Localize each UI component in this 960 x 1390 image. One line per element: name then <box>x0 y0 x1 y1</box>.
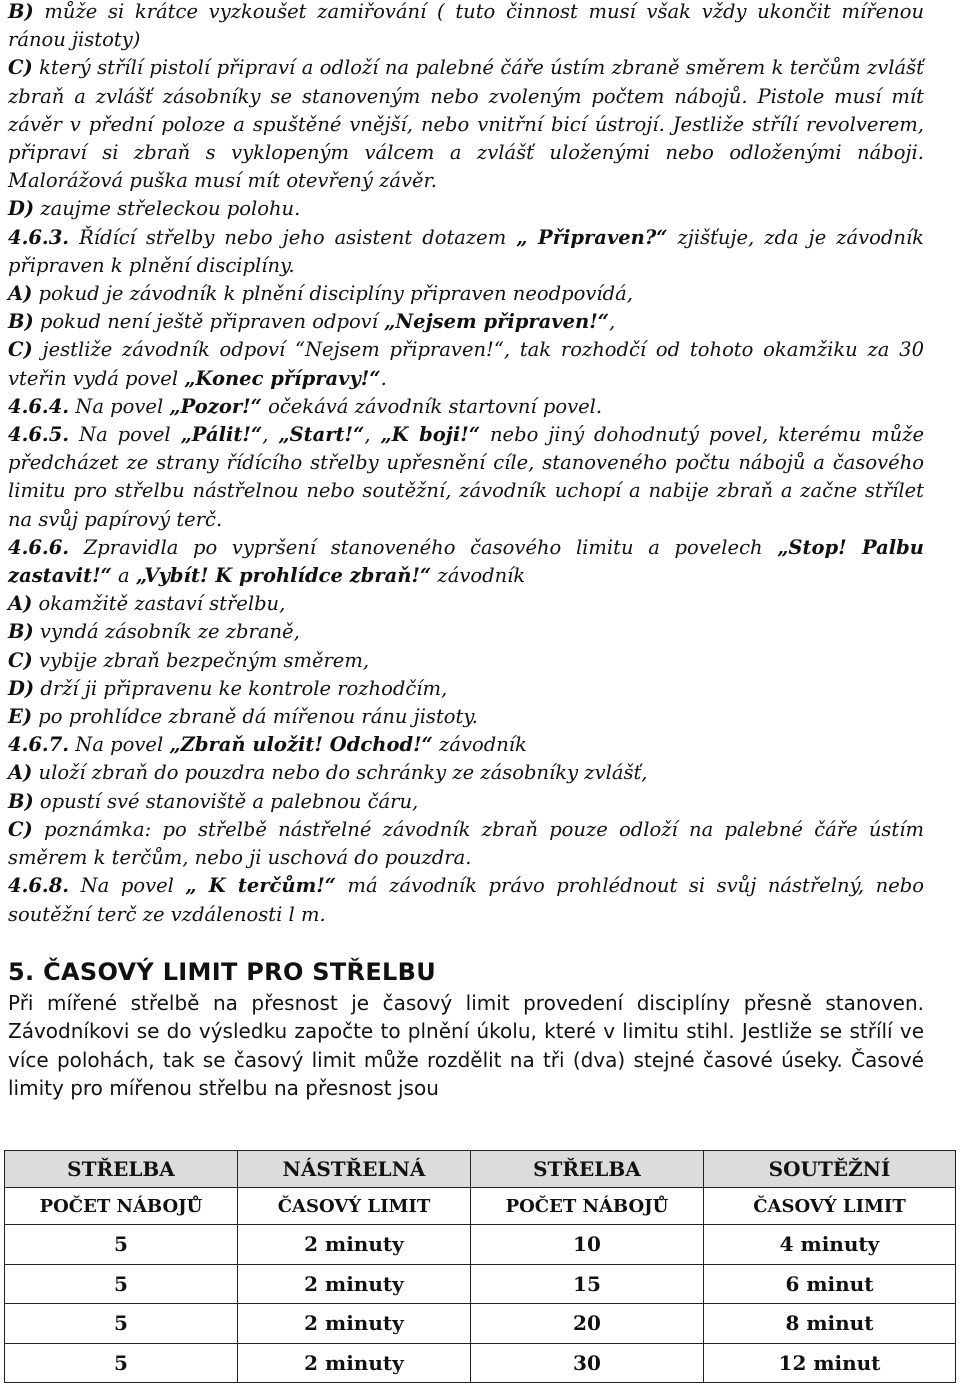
command-text: „Pálit!“ <box>180 423 263 447</box>
paragraph-4-6-5 <box>8 421 924 534</box>
list-key: B) <box>8 310 34 334</box>
list-key: A) <box>8 282 33 306</box>
paragraph-d2 <box>8 675 924 703</box>
command-text: „Start!“ <box>278 423 365 447</box>
list-text: . <box>380 366 387 390</box>
clause-number: 4.6.3. <box>8 225 70 249</box>
list-text: pokud není ještě připraven odpoví <box>33 310 385 334</box>
section-text: Při mířené střelbě na přesnost je časový limit provedení disciplíny přesně stanoven. Závodníkovi se do výsledku započte to plnění úkolu, které v limitu stihl. Jestliže se střílí ve více polohách, tak se časový limit může rozdělit na tři (dva) stejné časové úseky. Časové limity pro mířenou střelbu na přesnost jsou <box>8 990 924 1101</box>
column-header: POČET NÁBOJŮ <box>470 1188 703 1225</box>
paragraph-a <box>8 280 924 308</box>
clause-text: očekává závodník startovní povel. <box>261 394 603 418</box>
list-key: C) <box>8 338 33 362</box>
list-text: vybije zbraň bezpečným směrem, <box>32 648 370 672</box>
table-cell: 5 <box>5 1264 238 1304</box>
table-cell: 30 <box>470 1343 703 1383</box>
table-cell: 10 <box>470 1225 703 1265</box>
clause-number: 4.6.6. <box>8 535 70 559</box>
list-key: B) <box>8 0 34 23</box>
clause-text: Na povel <box>69 394 170 418</box>
command-text: „Nejsem připraven!“ <box>384 310 609 334</box>
table-cell: 2 minuty <box>237 1264 470 1304</box>
paragraph-a3 <box>8 759 924 787</box>
clause-number: 4.6.7. <box>8 733 70 757</box>
clause-text: a <box>111 564 136 588</box>
list-key: C) <box>8 648 33 672</box>
list-text: vyndá zásobník ze zbraně, <box>33 620 300 644</box>
list-text: který střílí pistolí připraví a odloží na palebné čáře ústím zbraně směrem k terčům zvlášť zbraň a zvlášť zásobníky se stanoveným nebo zvoleným počtem nábojů. Pistole musí mít závěr v přední poloze a spuštěné vnější, nebo vnitřní bicí ústrojí. Jestliže střílí revolverem, připraví si zbraň s vyklopeným válcem a zvlášť uloženými nebo odloženými náboji. Malorážová puška musí mít otevřený závěr. <box>8 56 924 193</box>
table-cell: 2 minuty <box>237 1225 470 1265</box>
list-text: , <box>609 310 616 334</box>
clause-number: 4.6.8. <box>8 874 70 898</box>
clause-text: má závodník právo prohlédnout si svůj nástřelný, nebo soutěžní terč ze vzdálenosti l m. <box>8 874 924 926</box>
paragraph-b3 <box>8 618 924 646</box>
group-header-cell: STŘELBA <box>470 1151 703 1188</box>
group-header-cell: STŘELBA <box>5 1151 238 1188</box>
clause-text: nebo jiný dohodnutý povel, kterému může předcházet ze strany řídícího střelby upřesnění cíle, stanoveného počtu nábojů a časového limitu pro střelbu nástřelnou nebo soutěžní, závodník uchopí a nabije zbraň a začne střílet na svůj papírový terč. <box>8 423 924 531</box>
table-row <box>5 1225 956 1265</box>
paragraph-b4 <box>8 788 924 816</box>
table-cell: 12 minut <box>703 1343 955 1383</box>
table-cell: 20 <box>470 1304 703 1344</box>
paragraph-4-6-7 <box>8 731 924 759</box>
table-row <box>5 1343 956 1383</box>
section-heading: 5. ČASOVÝ LIMIT PRO STŘELBU <box>8 957 437 986</box>
table-cell: 8 minut <box>703 1304 955 1344</box>
clause-text: , <box>262 423 279 447</box>
table-cell: 2 minuty <box>237 1304 470 1344</box>
list-key: B) <box>8 620 34 644</box>
command-text: „Zbraň uložit! Odchod!“ <box>169 733 433 757</box>
clause-text: Na povel <box>69 874 186 898</box>
paragraph-b2 <box>8 308 924 336</box>
list-key: D) <box>8 676 35 700</box>
list-key: C) <box>8 817 33 841</box>
list-key: D) <box>8 197 35 221</box>
table-cell: 2 minuty <box>237 1343 470 1383</box>
paragraph-b <box>8 0 924 54</box>
table-cell: 15 <box>470 1264 703 1304</box>
table-cell: 5 <box>5 1343 238 1383</box>
paragraph-c2 <box>8 336 924 392</box>
clause-text: závodník <box>431 564 526 588</box>
list-text: okamžitě zastaví střelbu, <box>32 592 286 616</box>
table-cell: 5 <box>5 1304 238 1344</box>
table-cell: 5 <box>5 1225 238 1265</box>
list-text: pokud je závodník k plnění disciplíny připraven neodpovídá, <box>32 282 633 306</box>
clause-text: Na povel <box>69 733 170 757</box>
clause-number: 4.6.4. <box>8 394 70 418</box>
clause-text: Řídící střelby nebo jeho asistent dotazem <box>69 225 517 249</box>
clause-text: Zpravidla po vypršení stanoveného časového limitu a povelech <box>69 535 778 559</box>
paragraph-e <box>8 703 924 731</box>
document-page <box>8 0 924 1103</box>
paragraph-4-6-8 <box>8 872 924 928</box>
clause-text: , <box>364 423 381 447</box>
list-key: A) <box>8 761 33 785</box>
paragraph-d <box>8 195 924 223</box>
command-text: „ Připraven?“ <box>516 225 668 249</box>
column-header: POČET NÁBOJŮ <box>5 1188 238 1225</box>
list-text: jestliže závodník odpoví “Nejsem připraven!“, tak rozhodčí od tohoto okamžiku za 30 vteřin vydá povel <box>8 338 924 390</box>
command-text: „Konec přípravy!“ <box>184 366 381 390</box>
paragraph-c4 <box>8 816 924 872</box>
group-header-cell: SOUTĚŽNÍ <box>703 1151 955 1188</box>
command-text: „ K terčům!“ <box>185 874 337 898</box>
list-text: zaujme střeleckou polohu. <box>34 197 301 221</box>
clause-text: závodník <box>432 733 527 757</box>
clause-number: 4.6.5. <box>8 423 70 447</box>
column-header: ČASOVÝ LIMIT <box>703 1188 955 1225</box>
paragraph-4-6-4 <box>8 393 924 421</box>
table-header-row <box>5 1188 956 1225</box>
list-key: B) <box>8 789 34 813</box>
list-text: může si krátce vyzkoušet zamiřování ( tuto činnost musí však vždy ukončit mířenou ránou jistoty) <box>8 0 924 52</box>
command-text: „Pozor!“ <box>169 394 262 418</box>
paragraph-c <box>8 54 924 195</box>
table-cell: 4 minuty <box>703 1225 955 1265</box>
table-row <box>5 1304 956 1344</box>
paragraph-c3 <box>8 647 924 675</box>
table-group-header-row <box>5 1151 956 1188</box>
command-text: „Stop! Palbu zastavit!“ <box>8 535 924 588</box>
table-cell: 6 minut <box>703 1264 955 1304</box>
clause-text: Na povel <box>69 423 181 447</box>
table-row <box>5 1264 956 1304</box>
command-text: „Vybít! K prohlídce zbraň!“ <box>135 564 432 588</box>
list-text: drží ji připravenu ke kontrole rozhodčím, <box>34 676 448 700</box>
group-header-cell: NÁSTŘELNÁ <box>237 1151 470 1188</box>
list-key: C) <box>8 56 33 80</box>
column-header: ČASOVÝ LIMIT <box>237 1188 470 1225</box>
paragraph-a2 <box>8 590 924 618</box>
list-key: A) <box>8 592 33 616</box>
command-text: „K boji!“ <box>380 423 481 447</box>
paragraph-4-6-3 <box>8 224 924 280</box>
list-text: poznámka: po střelbě nástřelné závodník zbraň pouze odloží na palebné čáře ústím směrem k terčům, nebo ji uschová do pouzdra. <box>8 817 924 870</box>
list-text: uloží zbraň do pouzdra nebo do schránky ze zásobníky zvlášť, <box>32 761 648 785</box>
list-key: E) <box>8 705 33 729</box>
list-text: opustí své stanoviště a palebnou čáru, <box>33 789 419 813</box>
clause-text: zjišťuje, zda je závodník připraven k plnění disciplíny. <box>8 225 925 277</box>
list-text: po prohlídce zbraně dá mířenou ránu jistoty. <box>32 705 478 729</box>
time-limit-table <box>4 1150 956 1383</box>
paragraph-4-6-6 <box>8 534 924 590</box>
